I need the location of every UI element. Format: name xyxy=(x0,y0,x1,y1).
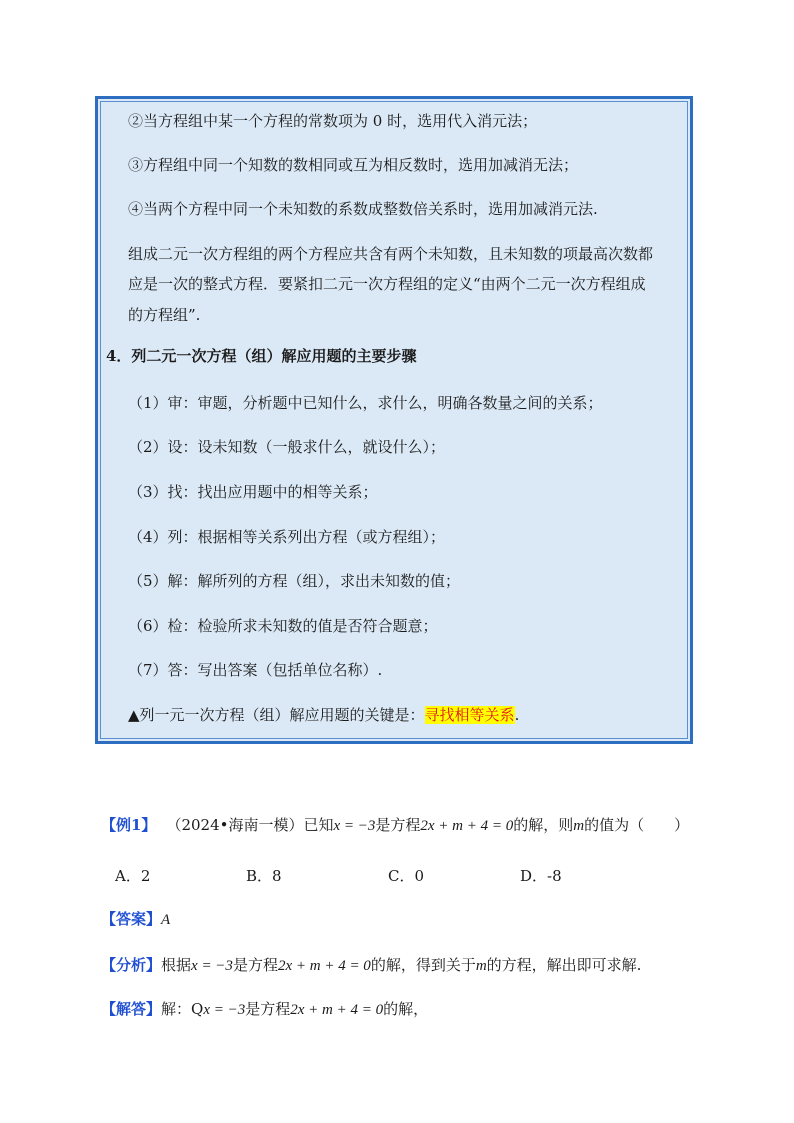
example-var: m xyxy=(573,818,585,834)
solution-text-1: 解：Q xyxy=(161,1000,204,1018)
solution-equation: 2x + m + 4 = 0 xyxy=(290,1002,384,1018)
solution-label: 【解答】 xyxy=(101,1000,162,1018)
option-d: D．-8 xyxy=(520,867,562,885)
analysis-text-2: 是方程 xyxy=(232,956,278,974)
key-point xyxy=(128,705,519,725)
analysis-line xyxy=(101,955,641,976)
key-point-suffix: . xyxy=(514,706,520,724)
steps-heading: 4．列二元一次方程（组）解应用题的主要步骤 xyxy=(106,347,417,365)
definition-line-1: 组成二元一次方程组的两个方程应共含有两个未知数，且未知数的项最高次数都 xyxy=(128,245,654,263)
key-point-prefix: ▲列一元一次方程（组）解应用题的关键是： xyxy=(128,706,425,724)
rule-4: ④当两个方程中同一个未知数的系数成整数倍关系时，选用加减消元法. xyxy=(128,200,598,218)
rule-2: ②当方程组中某一个方程的常数项为 0 时，选用代入消元法； xyxy=(128,112,538,130)
example-x-eq: x = −3 xyxy=(333,818,376,834)
step-5: （5）解：解所列的方程（组），求出未知数的值； xyxy=(128,572,461,590)
step-3: （3）找：找出应用题中的相等关系； xyxy=(128,483,378,501)
solution-text-3: 的解， xyxy=(383,1000,429,1018)
key-point-highlight: 寻找相等关系 xyxy=(424,706,515,724)
step-1: （1）审：审题，分析题中已知什么，求什么，明确各数量之间的关系； xyxy=(128,394,603,412)
step-4: （4）列：根据相等关系列出方程（或方程组）； xyxy=(128,528,446,546)
example-label: 【例1】 xyxy=(101,816,157,834)
analysis-text-3: 的解，得到关于 xyxy=(370,956,476,974)
solution-x-eq: x = −3 xyxy=(203,1002,246,1018)
answer-line xyxy=(101,909,170,930)
answer-value: A xyxy=(161,912,171,928)
step-2: （2）设：设未知数（一般求什么，就设什么）； xyxy=(128,438,446,456)
example-equation: 2x + m + 4 = 0 xyxy=(420,818,514,834)
example-source: （2024•海南一模）已知 xyxy=(166,816,334,834)
solution-text-2: 是方程 xyxy=(245,1000,291,1018)
analysis-text-4: 的方程，解出即可求解. xyxy=(486,956,642,974)
knowledge-summary-box xyxy=(95,96,693,744)
step-6: （6）检：检验所求未知数的值是否符合题意； xyxy=(128,617,438,635)
rule-3: ③方程组中同一个知数的数相同或互为相反数时，选用加减消无法； xyxy=(128,156,579,174)
solution-line xyxy=(101,999,428,1020)
option-b: B．8 xyxy=(246,867,282,885)
definition-line-3: 的方程组”. xyxy=(128,306,201,324)
step-7: （7）答：写出答案（包括单位名称）. xyxy=(128,661,383,679)
analysis-label: 【分析】 xyxy=(101,956,162,974)
example-tail: 的解，则 xyxy=(513,816,574,834)
analysis-var: m xyxy=(475,958,487,974)
example-question xyxy=(101,815,689,836)
analysis-equation: 2x + m + 4 = 0 xyxy=(277,958,371,974)
analysis-text-1: 根据 xyxy=(161,956,192,974)
analysis-x-eq: x = −3 xyxy=(191,958,233,974)
example-mid: 是方程 xyxy=(375,816,421,834)
definition-line-2: 应是一次的整式方程．要紧扣二元一次方程组的定义“由两个二元一次方程组成 xyxy=(128,275,646,293)
example-tail2: 的值为（ ） xyxy=(584,816,690,834)
option-c: C．0 xyxy=(388,867,425,885)
answer-label: 【答案】 xyxy=(101,910,162,928)
option-a: A．2 xyxy=(115,867,151,885)
